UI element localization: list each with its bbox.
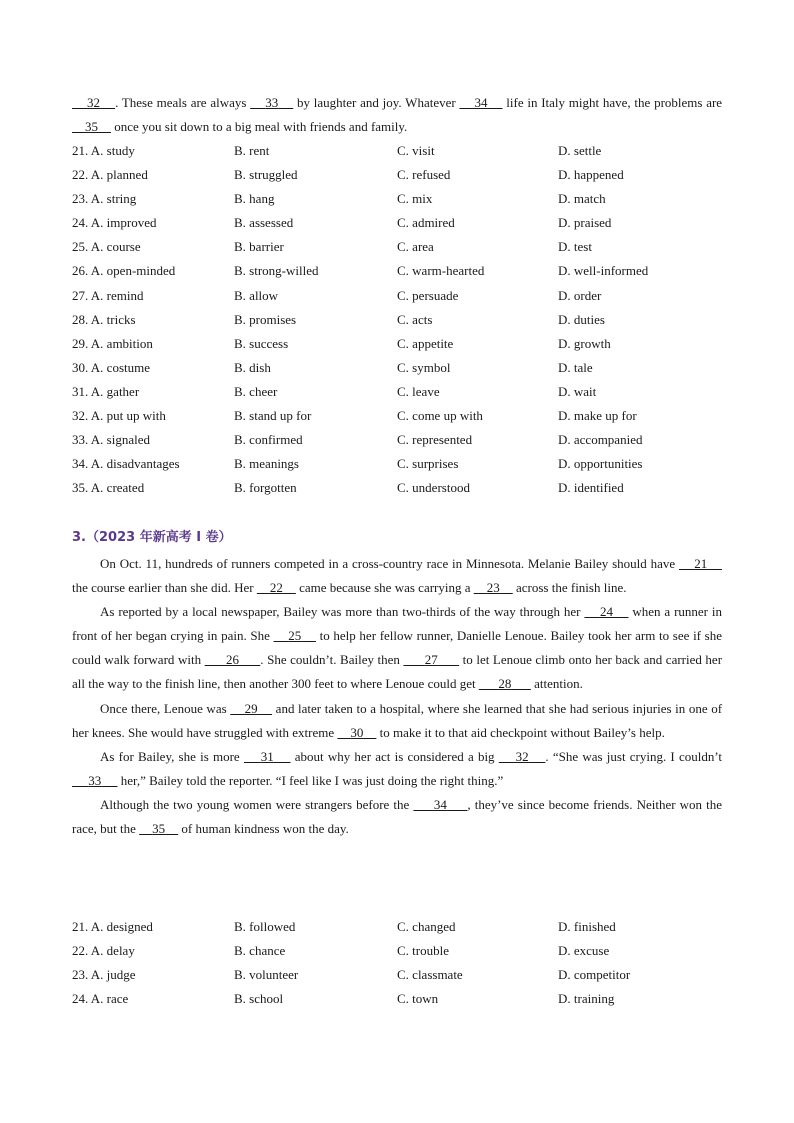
blank-25: 25 [288, 628, 302, 644]
option-row: 23. A. string B. hang C. mix D. match [72, 191, 606, 207]
options-list-1 [72, 139, 722, 500]
blank-26: 26 [225, 652, 239, 668]
option-row: 28. A. tricks B. promises C. acts D. duties [72, 311, 605, 327]
blank-31: 31 [260, 748, 274, 764]
blank-30: 30 [350, 724, 364, 740]
intro-paragraph [72, 91, 722, 139]
options-list-2 [72, 915, 722, 1011]
blank-34: 34 [474, 95, 488, 110]
blank-21: 21 [694, 556, 708, 571]
section-heading: 3.（2023 年新高考 I 卷） [72, 530, 232, 545]
blank-35: 35 [85, 119, 98, 135]
blank-22: 22 [269, 580, 283, 596]
blank-24: 24 [599, 604, 613, 620]
intro-text: . These meals are always [115, 95, 251, 110]
option-row: 31. A. gather B. cheer C. leave D. wait [72, 383, 597, 399]
passage-paragraph-5: Although the two young women were strangers before the 34 , they’ve since become friends. Neither won the race, but the 35 of human kindness won the day. [72, 796, 723, 837]
blank-23: 23 [486, 580, 500, 596]
option-row: 23. A. judge B. volunteer C. classmate D. competitor [72, 967, 631, 983]
passage-paragraph-2: As reported by a local newspaper, Bailey was more than two-thirds of the way through her 24 when a runner in front of her began crying in pain. She 25 to help her fellow runner, Danielle Lenoue. Bailey took her arm to see if she could walk forward with 26 . She couldn’t. Bailey then 27 to let Lenoue climb onto her back and carried her all the way to the finish line, then another 300 feet to where Lenoue could get 28 attention. [72, 604, 723, 692]
option-row: 24. A. improved B. assessed C. admired D. praised [72, 215, 612, 231]
option-row: 30. A. costume B. dish C. symbol D. tale [72, 359, 593, 375]
option-row: 22. A. planned B. struggled C. refused D. happened [72, 167, 624, 183]
intro-text: life in Italy might have, the problems are [502, 95, 723, 110]
option-row: 24. A. race B. school C. town D. training [72, 991, 615, 1007]
option-row: 35. A. created B. forgotten C. understood D. identified [72, 480, 624, 496]
option-row: 22. A. delay B. chance C. trouble D. excuse [72, 943, 610, 959]
option-row: 21. A. designed B. followed C. changed D. finished [72, 919, 616, 934]
passage [72, 552, 722, 841]
option-row: 32. A. put up with B. stand up for C. come up with D. make up for [72, 408, 637, 424]
option-row: 27. A. remind B. allow C. persuade D. order [72, 287, 602, 303]
passage-paragraph-3: Once there, Lenoue was 29 and later taken to a hospital, where she learned that she had serious injuries in one of her knees. She would have struggled with extreme 30 to make it to that aid checkpoint without Bailey’s help. [72, 700, 723, 740]
blank-35: 35 [152, 821, 166, 837]
blank-29: 29 [244, 700, 258, 716]
passage-paragraph-1: On Oct. 11, hundreds of runners competed in a cross-country race in Minnesota. Melanie Bailey should have 21 the course earlier than she did. Her 22 came because she was carrying a 23 across the finish line. [72, 552, 722, 600]
blank-33: 33 [88, 772, 102, 788]
blank-33: 33 [265, 95, 279, 110]
option-row: 33. A. signaled B. confirmed C. represented D. accompanied [72, 432, 643, 448]
blank-34: 34 [433, 796, 447, 812]
blank-32: 32 [87, 95, 101, 110]
intro-text: once you sit down to a big meal with friends and family. [111, 119, 408, 135]
option-row: 26. A. open-minded B. strong-willed C. warm-hearted D. well-informed [72, 263, 649, 279]
option-row: 25. A. course B. barrier C. area D. test [72, 239, 592, 255]
intro-text: by laughter and joy. Whatever [293, 95, 460, 110]
blank-27: 27 [424, 652, 438, 668]
option-row: 34. A. disadvantages B. meanings C. surprises D. opportunities [72, 456, 643, 472]
option-row: 21. A. study B. rent C. visit D. settle [72, 143, 602, 158]
option-row: 29. A. ambition B. success C. appetite D. growth [72, 335, 611, 351]
passage-paragraph-4: As for Bailey, she is more 31 about why her act is considered a big 32 . “She was just crying. I couldn’t 33 her,” Bailey told the reporter. “I feel like I was just doing the right thing.” [72, 745, 722, 793]
blank-28: 28 [498, 676, 512, 692]
blank-32: 32 [515, 748, 529, 764]
